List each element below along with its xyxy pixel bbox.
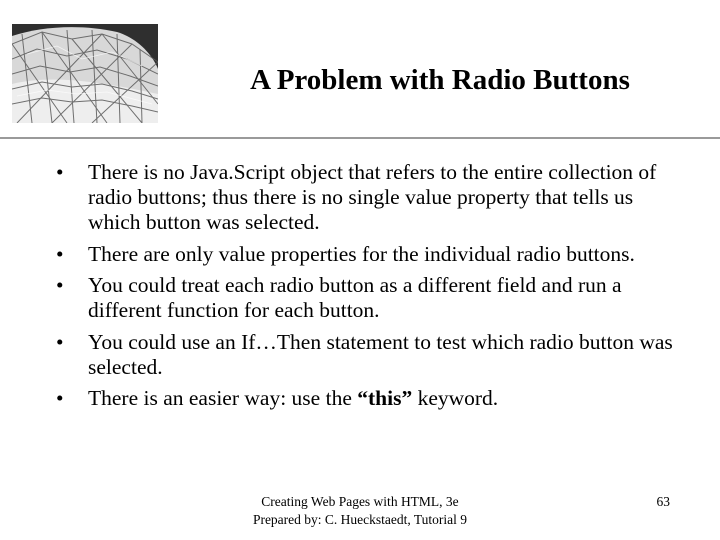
page-number: 63 xyxy=(656,494,670,509)
bullet-item xyxy=(54,386,674,411)
bullet-icon: • xyxy=(56,160,64,184)
bullet-text-end: keyword. xyxy=(412,386,499,410)
bullet-icon: • xyxy=(56,386,64,410)
title-divider xyxy=(0,137,720,139)
bullet-text: There are only value properties for the individual radio buttons. xyxy=(88,241,635,266)
bullet-item xyxy=(54,330,674,380)
bullet-icon: • xyxy=(56,273,64,297)
bullet-text: You could use an If…Then statement to test which radio button was selected. xyxy=(88,329,673,379)
bullet-item xyxy=(54,273,674,323)
bullet-list xyxy=(54,160,674,418)
footer-line-course: Creating Web Pages with HTML, 3e xyxy=(261,494,459,509)
slide-title: A Problem with Radio Buttons xyxy=(250,64,630,96)
geodesic-structure-photo-icon xyxy=(12,24,158,123)
logo-image xyxy=(12,24,158,123)
bullet-text: There is no Java.Script object that refers to the entire collection of radio buttons; thus there is no single value property that tells us which button was selected. xyxy=(88,160,657,234)
bullet-text-start: There is an easier way: use the xyxy=(88,386,358,410)
footer-credits xyxy=(200,493,520,529)
bullet-item xyxy=(54,160,674,235)
this-keyword: “this” xyxy=(357,386,413,410)
footer-line-author: Prepared by: C. Hueckstaedt, Tutorial 9 xyxy=(252,512,468,527)
bullet-icon: • xyxy=(56,329,64,354)
bullet-text: You could treat each radio button as a different field and run a different function for each button. xyxy=(88,273,622,322)
bullet-icon: • xyxy=(56,241,64,266)
bullet-item xyxy=(54,242,674,267)
